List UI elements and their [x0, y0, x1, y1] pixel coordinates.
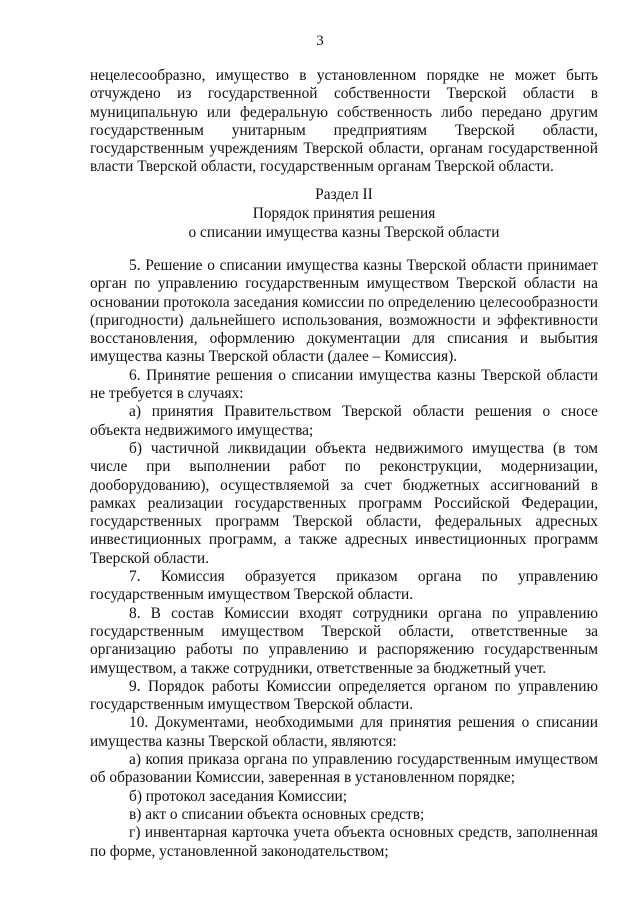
paragraph-9: 9. Порядок работы Комиссии определяется органом по управлению государственным имуществом Тверской области. — [90, 677, 598, 714]
paragraph-8: 8. В состав Комиссии входят сотрудники органа по управлению государственным имуществом Тверской области, ответственные за организацию работы по управлению и распоряжению государственным имуществом, а также сотрудники, ответственные за бюджетный учет. — [90, 604, 598, 677]
intro-text: нецелесообразно, имущество в установленном порядке не может быть отчуждено из государственной собственности Тверской области в муниципальную или федеральную собственность либо передано другим государственным унитарным предприятиям Тверской области, государственным учреждениям Тверской области, органам государственной власти Тверской области, государственным органам Тверской области. — [90, 67, 598, 176]
paragraph-6-b: б) частичной ликвидации объекта недвижимого имущества (в том числе при выполнении работ по реконструкции, модернизации, дооборудованию), осуществляемой за счет бюджетных ассигнований в рамках реализации государственных программ Российской Федерации, государственных программ Тверской области, федеральных адресных инвестиционных программ, а также адресных инвестиционных программ Тверской области. — [90, 439, 598, 567]
paragraph-10-v: в) акт о списании объекта основных средств; — [129, 805, 425, 823]
section-heading — [90, 185, 598, 242]
paragraph-10-a: а) копия приказа органа по управлению государственным имуществом об образовании Комиссии, заверенная в установленном порядке; — [90, 751, 598, 787]
paragraph-7: 7. Комиссия образуется приказом органа по управлению государственным имуществом Тверской области. — [90, 568, 598, 604]
section-number: Раздел II — [315, 186, 373, 203]
intro-paragraph — [90, 67, 598, 177]
section-title-line-2: о списании имущества казны Тверской области — [188, 224, 500, 241]
section-body — [90, 257, 598, 861]
paragraph-6: 6. Принятие решения о списании имущества казны Тверской области не требуется в случаях: — [90, 366, 598, 403]
paragraph-10: 10. Документами, необходимыми для принятия решения о списании имущества казны Тверской области, являются: — [90, 714, 598, 750]
paragraph-10-g: г) инвентарная карточка учета объекта основных средств, заполненная по форме, установленной законодательством; — [90, 824, 598, 860]
page-number: 3 — [316, 33, 324, 49]
section-title-line-1: Порядок принятия решения — [252, 205, 436, 222]
paragraph-10-b: б) протокол заседания Комиссии; — [129, 787, 348, 805]
paragraph-6-a: а) принятия Правительством Тверской области решения о сносе объекта недвижимого имущества; — [90, 403, 598, 439]
paragraph-5: 5. Решение о списании имущества казны Тверской области принимает орган по управлению государственным имуществом Тверской области на основании протокола заседания комиссии по определению целесообразности (пригодности) дальнейшего использования, возможности и эффективности восстановления, оформлению документации для списания и выбытия имущества казны Тверской области (далее – Комиссия). — [90, 257, 598, 366]
